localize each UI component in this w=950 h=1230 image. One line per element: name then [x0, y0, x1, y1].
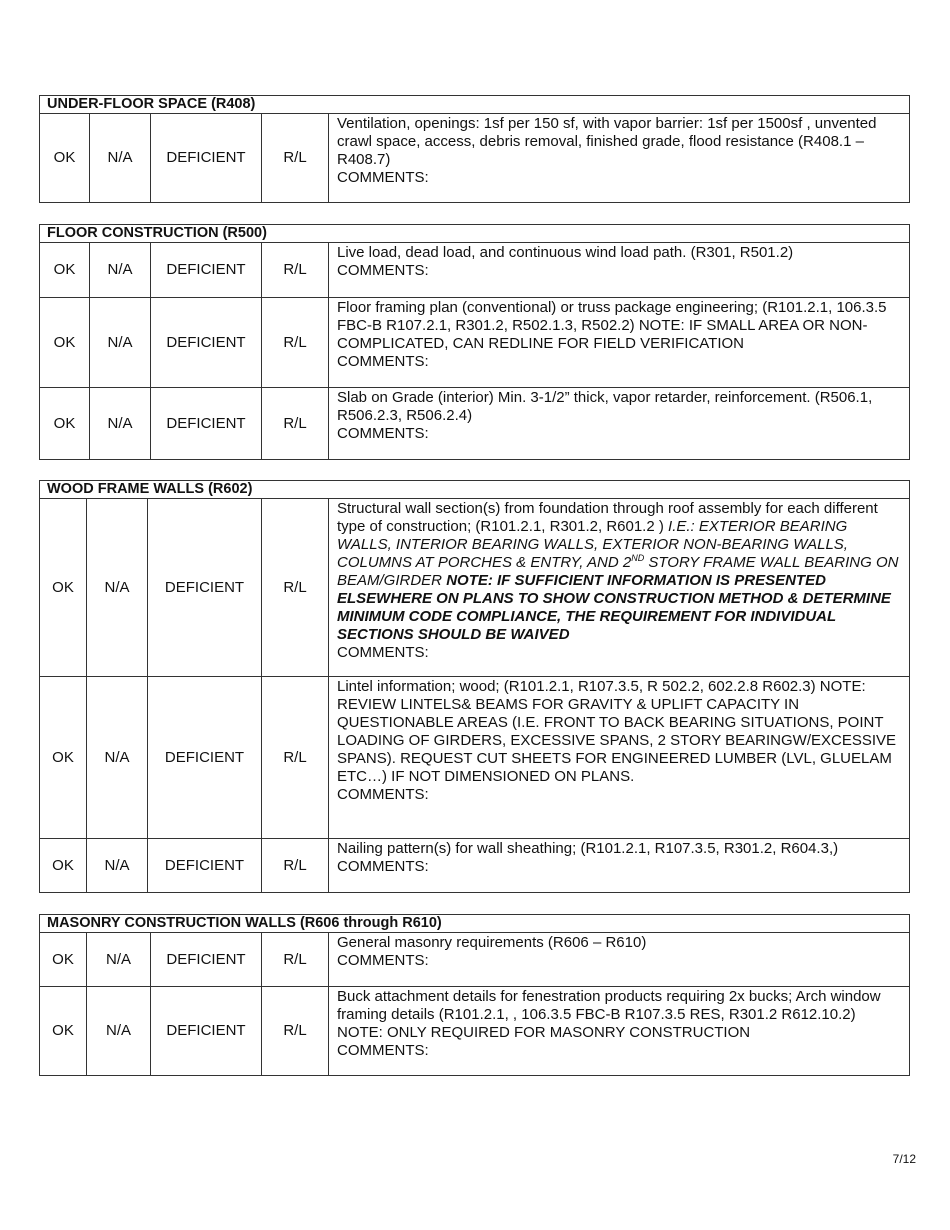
- description-text: Floor framing plan (conventional) or truss package engineering; (R101.2.1, 106.3.5 FBC-B R107.2.1, R301.2, R502.1.3, R502.2) NOTE: IF SMALL AREA OR NON-COMPLICATED, CAN REDLINE FOR FIELD VERIFICATION: [337, 299, 887, 352]
- rl-option[interactable]: R/L: [262, 677, 329, 839]
- na-option[interactable]: N/A: [87, 677, 148, 839]
- ok-option[interactable]: OK: [40, 499, 87, 677]
- item-description: [329, 243, 910, 298]
- na-option[interactable]: N/A: [87, 499, 148, 677]
- page-number: 7/12: [892, 1152, 916, 1166]
- description-text: General masonry requirements (R606 – R610): [337, 934, 647, 951]
- table-row: [40, 987, 910, 1076]
- table-row: [40, 243, 910, 298]
- rl-option[interactable]: R/L: [262, 987, 329, 1076]
- table-row: [40, 114, 910, 203]
- table-row: [40, 677, 910, 839]
- rl-option[interactable]: R/L: [262, 499, 329, 677]
- section-masonry-walls: [39, 914, 910, 1076]
- section-title: FLOOR CONSTRUCTION (R500): [40, 225, 910, 243]
- item-description: [329, 987, 910, 1076]
- table-row: [40, 388, 910, 460]
- comments-label: COMMENTS:: [337, 644, 429, 661]
- na-option[interactable]: N/A: [90, 388, 151, 460]
- ok-option[interactable]: OK: [40, 839, 87, 893]
- section-title: UNDER-FLOOR SPACE (R408): [40, 96, 910, 114]
- table-row: [40, 933, 910, 987]
- note-bold-italic: NOTE: IF SUFFICIENT INFORMATION IS PRESENTED ELSEWHERE ON PLANS TO SHOW CONSTRUCTION METHOD & DETERMINE MINIMUM CODE COMPLIANCE, THE REQUIREMENT FOR INDIVIDUAL SECTIONS SHOULD BE WAIVED: [337, 572, 891, 643]
- rl-option[interactable]: R/L: [262, 243, 329, 298]
- deficient-option[interactable]: DEFICIENT: [148, 677, 262, 839]
- rl-option[interactable]: R/L: [262, 933, 329, 987]
- ok-option[interactable]: OK: [40, 388, 90, 460]
- deficient-option[interactable]: DEFICIENT: [148, 839, 262, 893]
- comments-label: COMMENTS:: [337, 353, 429, 370]
- ok-option[interactable]: OK: [40, 298, 90, 388]
- comments-label: COMMENTS:: [337, 858, 429, 875]
- rl-option[interactable]: R/L: [262, 839, 329, 893]
- description-text: Live load, dead load, and continuous wind load path. (R301, R501.2): [337, 244, 794, 261]
- section-floor-construction: [39, 224, 910, 460]
- comments-label: COMMENTS:: [337, 952, 429, 969]
- note-text: NOTE: ONLY REQUIRED FOR MASONRY CONSTRUCTION: [337, 1024, 751, 1041]
- table-row: [40, 839, 910, 893]
- ok-option[interactable]: OK: [40, 114, 90, 203]
- comments-label: COMMENTS:: [337, 262, 429, 279]
- comments-label: COMMENTS:: [337, 169, 429, 186]
- na-option[interactable]: N/A: [90, 243, 151, 298]
- comments-label: COMMENTS:: [337, 1042, 429, 1059]
- item-description: [329, 677, 910, 839]
- description-text: Nailing pattern(s) for wall sheathing; (R101.2.1, R107.3.5, R301.2, R604.3,): [337, 840, 839, 857]
- description-text: Ventilation, openings: 1sf per 150 sf, with vapor barrier: 1sf per 1500sf , unvented crawl space, access, debris removal, finished grade, flood resistance (R408.1 – R408.7): [337, 115, 877, 168]
- rl-option[interactable]: R/L: [262, 388, 329, 460]
- item-description: [329, 499, 910, 677]
- item-description: [329, 114, 910, 203]
- description-text: Lintel information; wood; (R101.2.1, R107.3.5, R 502.2, 602.2.8 R602.3) NOTE: REVIEW LINTELS& BEAMS FOR GRAVITY & UPLIFT CAPACITY IN QUESTIONABLE AREAS (I.E. FRONT TO BACK BEARING SITUATIONS, POINT LOADING OF GIRDERS, EXCESSIVE SPANS, 2 STORY BEARINGW/EXCESSIVE SPANS). REQUEST CUT SHEETS FOR ENGINEERED LUMBER (LVL, GLUELAM ETC…) IF NOT DIMENSIONED ON PLANS.: [337, 678, 897, 785]
- deficient-option[interactable]: DEFICIENT: [151, 114, 262, 203]
- description-text: [337, 500, 901, 644]
- na-option[interactable]: N/A: [87, 839, 148, 893]
- description-italic-cont: STORY FRAME WALL BEARING ON BEAM/GIRDER: [337, 554, 899, 589]
- item-description: [329, 933, 910, 987]
- section-title: MASONRY CONSTRUCTION WALLS (R606 through R610): [40, 915, 910, 933]
- deficient-option[interactable]: DEFICIENT: [151, 243, 262, 298]
- section-title: WOOD FRAME WALLS (R602): [40, 481, 910, 499]
- item-description: [329, 839, 910, 893]
- table-row: [40, 499, 910, 677]
- ok-option[interactable]: OK: [40, 677, 87, 839]
- deficient-option[interactable]: DEFICIENT: [151, 388, 262, 460]
- deficient-option[interactable]: DEFICIENT: [148, 499, 262, 677]
- section-wood-frame-walls: [39, 480, 910, 893]
- section-under-floor-space: [39, 95, 910, 203]
- item-description: [329, 298, 910, 388]
- deficient-option[interactable]: DEFICIENT: [151, 298, 262, 388]
- comments-label: COMMENTS:: [337, 425, 429, 442]
- description-text: Slab on Grade (interior) Min. 3-1/2” thick, vapor retarder, reinforcement. (R506.1, R506.2.3, R506.2.4): [337, 389, 873, 424]
- item-description: [329, 388, 910, 460]
- description-italic: I.E.: EXTERIOR BEARING WALLS, INTERIOR BEARING WALLS, EXTERIOR NON-BEARING WALLS, COLUMNS AT PORCHES & ENTRY, AND 2: [337, 518, 848, 571]
- na-option[interactable]: N/A: [90, 298, 151, 388]
- rl-option[interactable]: R/L: [262, 298, 329, 388]
- table-row: [40, 298, 910, 388]
- description-plain: Structural wall section(s) from foundation through roof assembly for each different type of construction; (R101.2.1, R301.2, R601.2 ): [337, 500, 878, 535]
- deficient-option[interactable]: DEFICIENT: [151, 933, 262, 987]
- na-option[interactable]: N/A: [90, 114, 151, 203]
- ok-option[interactable]: OK: [40, 933, 87, 987]
- na-option[interactable]: N/A: [87, 987, 151, 1076]
- description-text: Buck attachment details for fenestration products requiring 2x bucks; Arch window framing details (R101.2.1, , 106.3.5 FBC-B R107.3.5 RES, R301.2 R612.10.2): [337, 988, 881, 1023]
- na-option[interactable]: N/A: [87, 933, 151, 987]
- ok-option[interactable]: OK: [40, 987, 87, 1076]
- superscript-nd: ND: [631, 553, 645, 563]
- rl-option[interactable]: R/L: [262, 114, 329, 203]
- comments-label: COMMENTS:: [337, 786, 429, 803]
- ok-option[interactable]: OK: [40, 243, 90, 298]
- deficient-option[interactable]: DEFICIENT: [151, 987, 262, 1076]
